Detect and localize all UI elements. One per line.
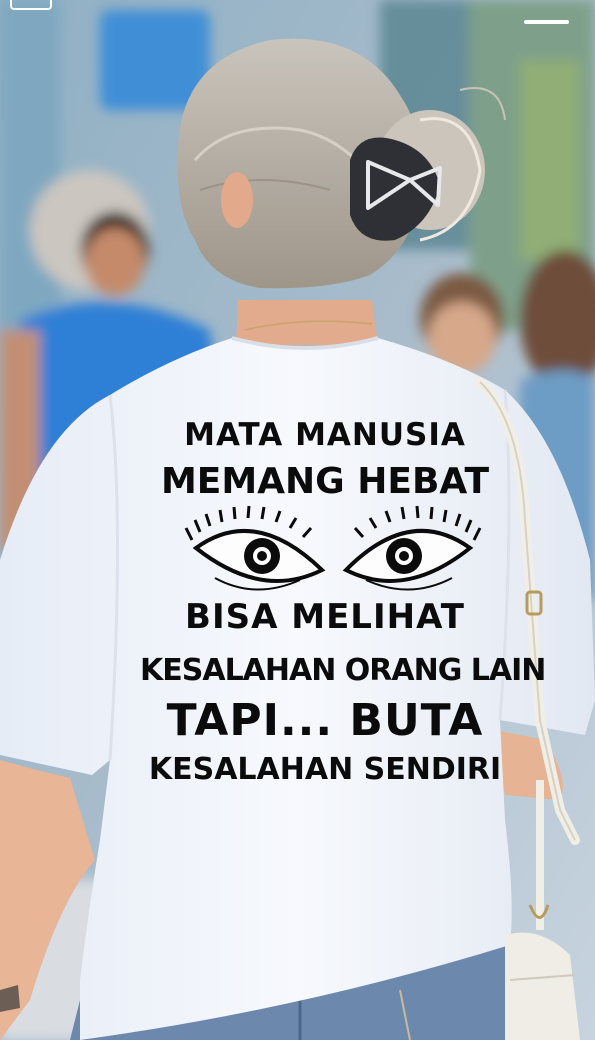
print-line-2: MEMANG HEBAT <box>160 461 490 502</box>
print-line-5: TAPI... BUTA <box>166 695 484 746</box>
print-line-3: BISA MELIHAT <box>185 597 465 637</box>
print-line-6: KESALAHAN SENDIRI <box>148 752 502 787</box>
print-line-4: KESALAHAN ORANG LAIN <box>140 653 546 688</box>
print-line-1: MATA MANUSIA <box>184 417 466 453</box>
menu-bar-icon[interactable] <box>524 20 569 24</box>
top-left-indicator <box>10 0 52 10</box>
